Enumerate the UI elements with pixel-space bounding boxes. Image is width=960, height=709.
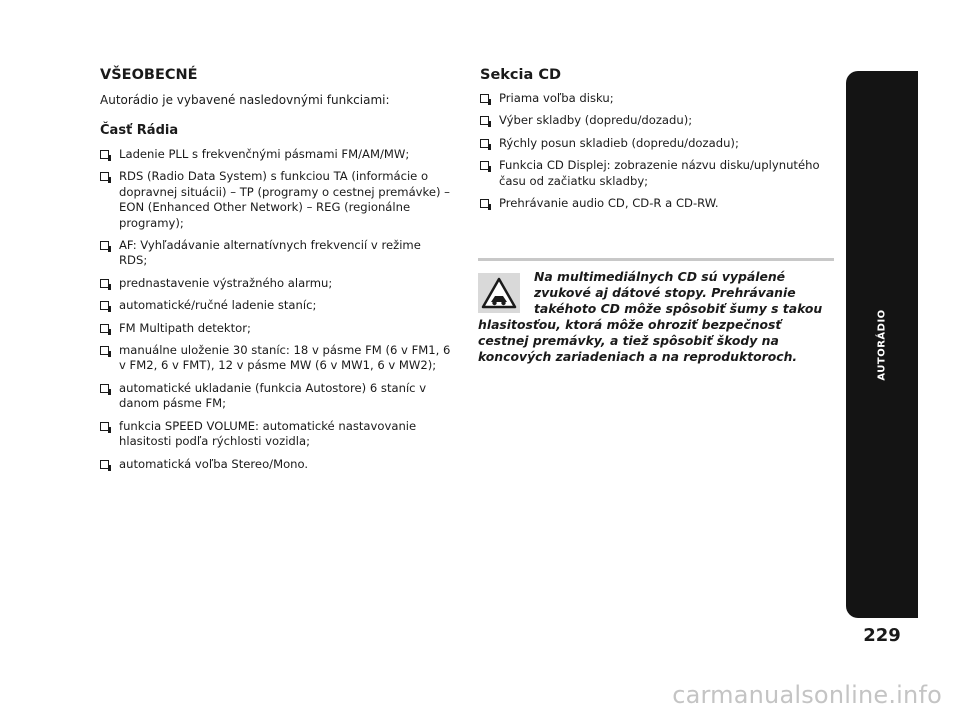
chapter-tab-label: AUTORÁDIO [876,308,888,381]
list-item: automatické ukladanie (funkcia Autostore) 6 staníc v danom pásme FM; [100,381,452,412]
list-item: FM Multipath detektor; [100,321,452,336]
list-item: RDS (Radio Data System) s funkciou TA (informácie o dopravnej situácii) – TP (programy o cestnej premávke) – EON (Enhanced Other Network) – REG (regionálne programy); [100,169,452,231]
list-item: Rýchly posun skladieb (dopredu/dozadu); [480,136,835,151]
checkbox-bullet-icon [480,116,489,125]
section-title: VŠEOBECNÉ [100,67,198,83]
page-number: 229 [863,625,901,646]
list-item: Výber skladby (dopredu/dozadu); [480,113,835,128]
warning-text: Na multimediálnych CD sú vypálené zvukové aj dátové stopy. Prehrávanie takéhoto CD môže spôsobiť šumy s takou hlasitosťou, ktorá môže ohroziť bezpečnosť cestnej premávky, a tiež spôsobiť škody na koncových zariadeniach a na reproduktoroch. [478,269,823,364]
radio-feature-list [100,147,452,472]
cd-section-title: Sekcia CD [480,67,561,83]
checkbox-bullet-icon [100,422,109,431]
list-item: automatická voľba Stereo/Mono. [100,457,452,472]
checkbox-bullet-icon [100,346,109,355]
list-item: funkcia SPEED VOLUME: automatické nastavovanie hlasitosti podľa rýchlosti vozidla; [100,419,452,450]
chapter-tab [846,71,918,618]
checkbox-bullet-icon [100,172,109,181]
list-item: AF: Vyhľadávanie alternatívnych frekvencií v režime RDS; [100,238,452,269]
cd-feature-list [480,91,835,211]
list-item: prednastavenie výstražného alarmu; [100,276,452,291]
checkbox-bullet-icon [480,139,489,148]
list-item: manuálne uloženie 30 staníc: 18 v pásme FM (6 v FM1, 6 v FM2, 6 v FMT), 12 v pásme MW (6 v MW1, 6 v MW2); [100,343,452,374]
intro-text: Autorádio je vybavené nasledovnými funkciami: [100,93,390,107]
radio-heading: Časť Rádia [100,123,179,138]
watermark: carmanualsonline.info [672,681,942,709]
warning-triangle-icon [478,273,520,313]
checkbox-bullet-icon [100,460,109,469]
checkbox-bullet-icon [100,279,109,288]
list-item: Ladenie PLL s frekvenčnými pásmami FM/AM/MW; [100,147,452,162]
checkbox-bullet-icon [100,301,109,310]
checkbox-bullet-icon [100,324,109,333]
warning-divider [478,258,834,261]
checkbox-bullet-icon [480,94,489,103]
checkbox-bullet-icon [480,161,489,170]
list-item: Prehrávanie audio CD, CD-R a CD-RW. [480,196,835,211]
list-item: Priama voľba disku; [480,91,835,106]
list-item: automatické/ručné ladenie staníc; [100,298,452,313]
warning-box [478,258,834,365]
left-column [100,66,452,479]
checkbox-bullet-icon [100,384,109,393]
right-column [480,66,835,218]
list-item: Funkcia CD Displej: zobrazenie názvu disku/uplynutého času od začiatku skladby; [480,158,835,189]
checkbox-bullet-icon [100,241,109,250]
checkbox-bullet-icon [480,199,489,208]
checkbox-bullet-icon [100,150,109,159]
